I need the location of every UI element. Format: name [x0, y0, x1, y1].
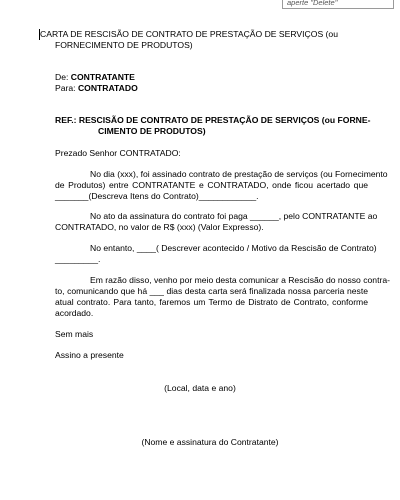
document-title-line-1[interactable]: CARTA DE RESCISÃO DE CONTRATO DE PRESTAÇÃO DE SERVIÇOS (ou: [40, 29, 338, 39]
place-date-line[interactable]: (Local, data e ano): [164, 383, 236, 393]
paragraph-4-line-3[interactable]: atual contrato. Para tanto, faremos um Termo de Distrato de Contrato, conforme: [55, 297, 368, 307]
from-line[interactable]: [55, 72, 135, 83]
paragraph-2-line-2[interactable]: CONTRATADO, no valor de R$ (xxx) (Valor Expresso).: [55, 222, 264, 232]
paragraph-4-line-1[interactable]: Em razão disso, venho por meio desta comunicar a Rescisão do nosso contra-: [90, 275, 390, 285]
ref-line-2[interactable]: CIMENTO DE PRODUTOS): [98, 126, 206, 136]
ref-line-1[interactable]: REF.: RESCISÃO DE CONTRATO DE PRESTAÇÃO DE SERVIÇOS (ou FORNE-: [55, 115, 371, 125]
paragraph-3-line-2[interactable]: _________.: [55, 254, 101, 264]
from-value: CONTRATANTE: [70, 72, 135, 82]
signature-line[interactable]: (Nome e assinatura do Contratante): [141, 437, 279, 447]
closing-sem-mais[interactable]: Sem mais: [55, 329, 94, 339]
paragraph-1-line-1[interactable]: No dia (xxx), foi assinado contrato de prestação de serviços (ou Fornecimento: [90, 169, 388, 179]
closing-assino[interactable]: Assino a presente: [55, 350, 124, 360]
to-label: Para:: [55, 83, 78, 93]
paragraph-4-line-4[interactable]: acordado.: [55, 308, 94, 318]
paragraph-1-line-2[interactable]: de Produtos) entre CONTRATANTE e CONTRATADO, onde ficou acertado que: [55, 180, 368, 190]
from-label: De:: [55, 72, 71, 82]
to-value: CONTRATADO: [77, 83, 138, 93]
to-line[interactable]: [55, 83, 138, 94]
document-title-line-2[interactable]: FORNECIMENTO DE PRODUTOS): [55, 40, 193, 50]
delete-hint-box: aperte "Delete": [282, 0, 394, 9]
paragraph-3-line-1[interactable]: No entanto, ____( Descrever acontecido / Motivo da Rescisão de Contrato): [90, 243, 377, 253]
salutation[interactable]: Prezado Senhor CONTRATADO:: [55, 148, 181, 158]
paragraph-1-line-3[interactable]: _______(Descreva Itens do Contrato)____________.: [55, 191, 259, 201]
paragraph-2-line-1[interactable]: No ato da assinatura do contrato foi paga ______, pelo CONTRATANTE ao: [90, 211, 378, 221]
paragraph-4-line-2[interactable]: to, comunicando que há ___ dias desta carta será finalizada nossa parceria neste: [55, 286, 368, 296]
